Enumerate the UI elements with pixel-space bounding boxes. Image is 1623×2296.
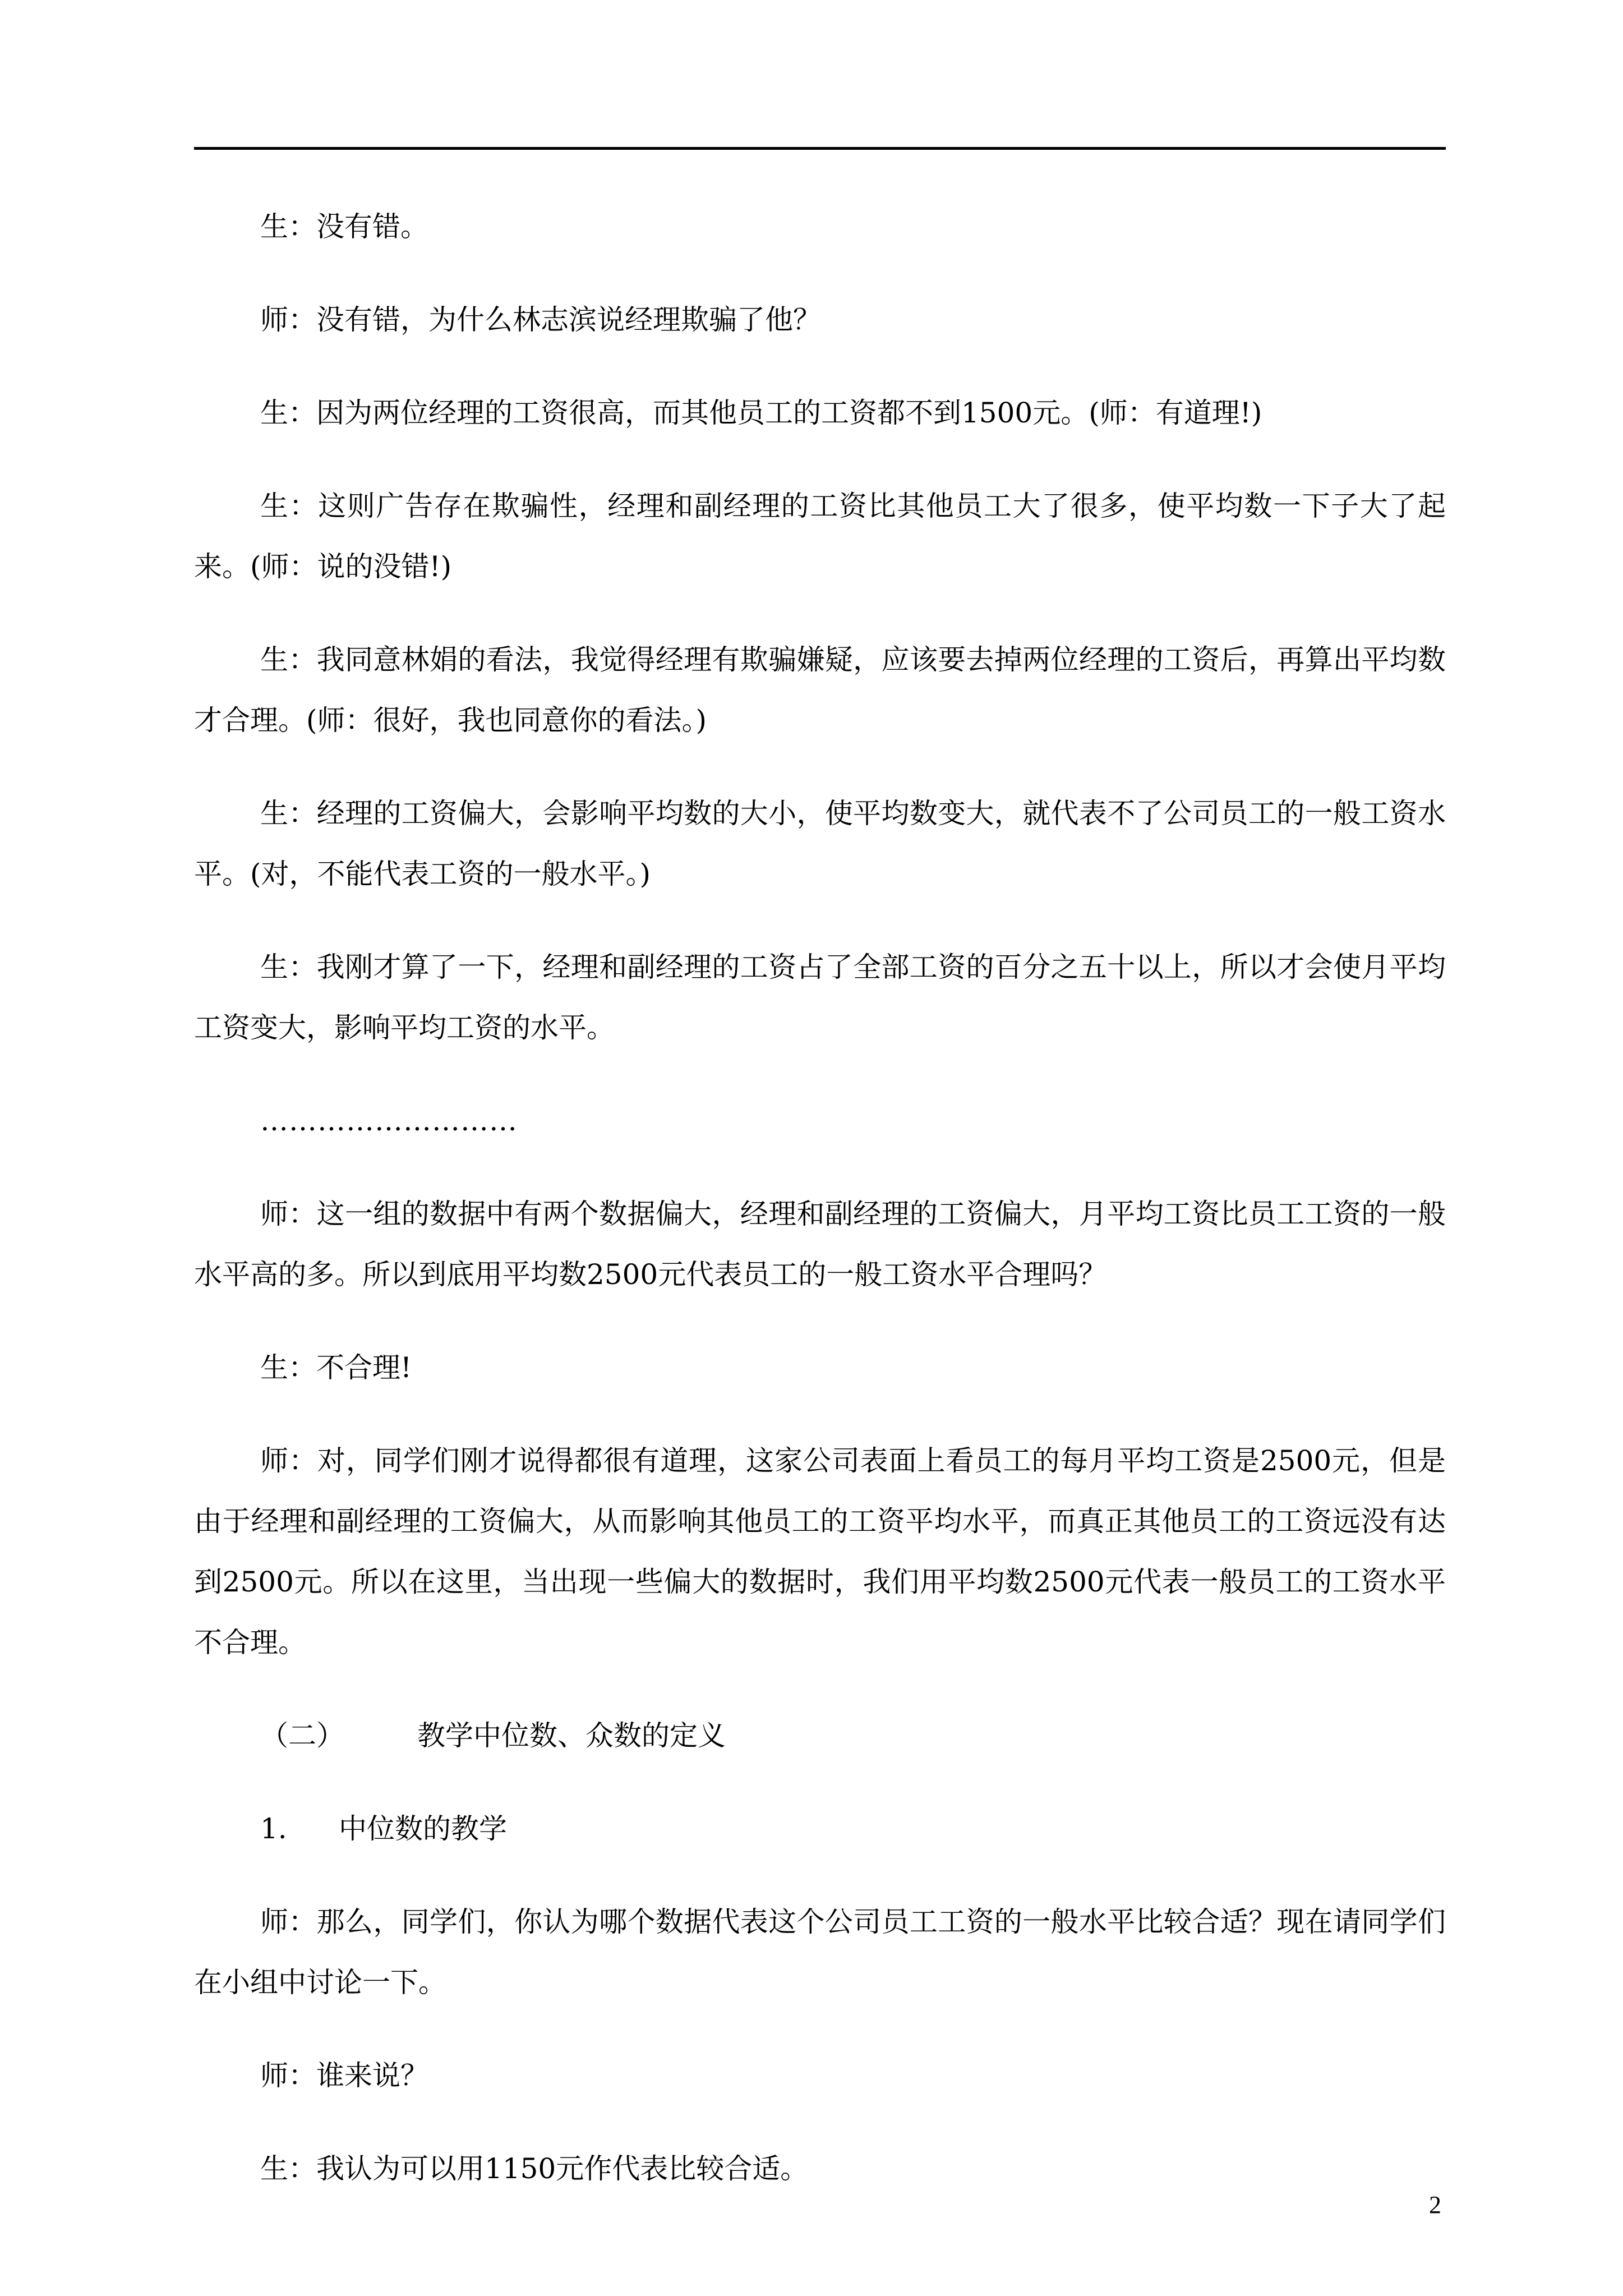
paragraph: 师：没有错，为什么林志滨说经理欺骗了他？ — [260, 303, 821, 336]
section-title: 教学中位数、众数的定义 — [417, 1719, 726, 1752]
paragraph: 生：因为两位经理的工资很高，而其他员工的工资都不到1500元。(师：有道理!) — [260, 397, 1262, 429]
subsection-number: 1. — [260, 1812, 287, 1845]
paragraph: 师：那么，同学们，你认为哪个数据代表这个公司员工工资的一般水平比较合适？现在请同学们在小组中讨论一下。 — [194, 1906, 1446, 1999]
paragraph: 生：没有错。 — [260, 210, 428, 243]
ellipsis-separator: ……………………… — [260, 1105, 518, 1137]
paragraph: 生：我同意林娟的看法，我觉得经理有欺骗嫌疑，应该要去掉两位经理的工资后，再算出平均数才合理。(师：很好，我也同意你的看法。) — [194, 643, 1446, 737]
section-heading — [194, 1705, 1446, 1766]
page-number: 2 — [1429, 2191, 1441, 2219]
paragraph: 生：我认为可以用1150元作代表比较合适。 — [260, 2152, 809, 2185]
paragraph: 生：这则广告存在欺骗性，经理和副经理的工资比其他员工大了很多，使平均数一下子大了起来。(师：说的没错!) — [194, 490, 1446, 583]
paragraph: 师：对，同学们刚才说得都很有道理，这家公司表面上看员工的每月平均工资是2500元，但是由于经理和副经理的工资偏大，从而影响其他员工的工资平均水平，而真正其他员工的工资远没有达到2500元。所以在这里，当出现一些偏大的数据时，我们用平均数2500元代表一般员工的工资水平不合理。 — [194, 1444, 1446, 1659]
paragraph: 生：经理的工资偏大，会影响平均数的大小，使平均数变大，就代表不了公司员工的一般工资水平。(对，不能代表工资的一般水平。) — [194, 797, 1446, 890]
section-number: （二） — [260, 1719, 344, 1752]
document-body — [194, 196, 1446, 2231]
header-rule — [194, 147, 1446, 150]
paragraph: 师：这一组的数据中有两个数据偏大，经理和副经理的工资偏大，月平均工资比员工工资的一般水平高的多。所以到底用平均数2500元代表员工的一般工资水平合理吗？ — [194, 1198, 1446, 1291]
paragraph: 师：谁来说？ — [260, 2059, 428, 2092]
subsection-title: 中位数的教学 — [339, 1812, 507, 1845]
paragraph: 生：我刚才算了一下，经理和副经理的工资占了全部工资的百分之五十以上，所以才会使月平均工资变大，影响平均工资的水平。 — [194, 951, 1446, 1044]
subsection-heading — [194, 1798, 1446, 1859]
paragraph: 生：不合理! — [260, 1351, 412, 1384]
